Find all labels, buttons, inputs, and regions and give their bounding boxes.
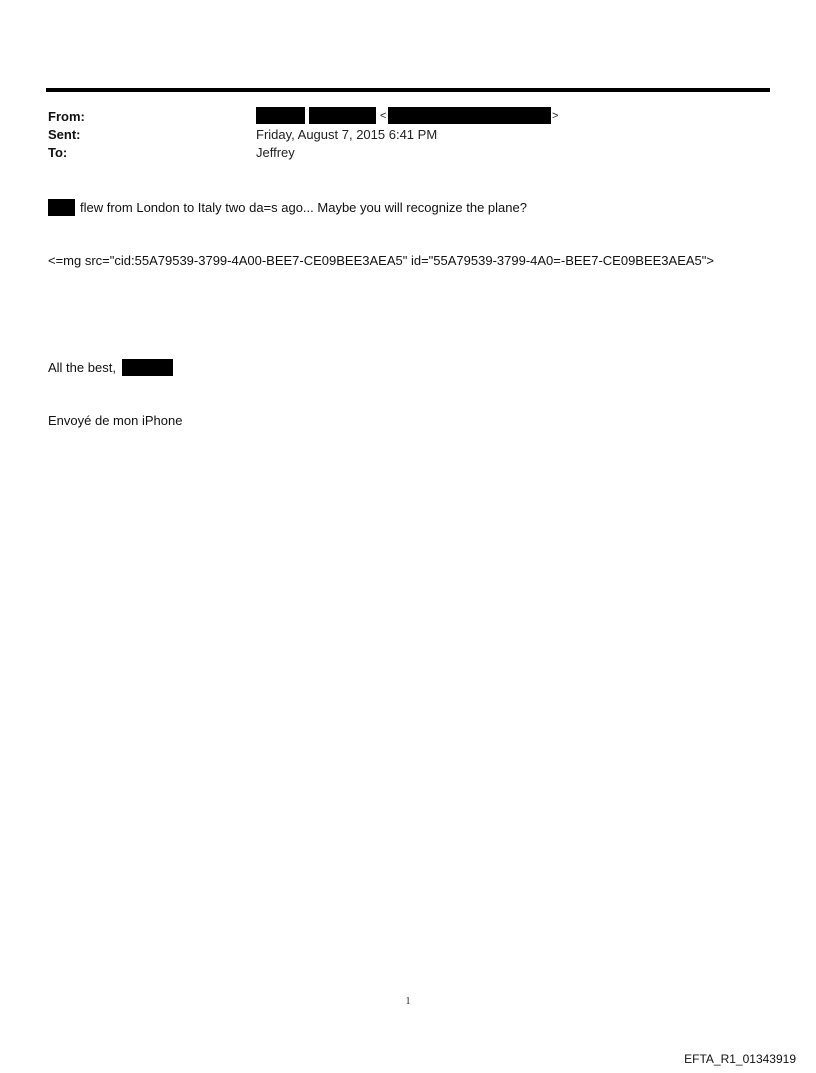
closing-text: All the best, bbox=[48, 360, 116, 375]
redacted-sender-last-name bbox=[309, 107, 376, 124]
to-label: To: bbox=[48, 145, 68, 160]
sent-label: Sent: bbox=[48, 127, 81, 142]
page-number: 1 bbox=[405, 996, 411, 1007]
bates-number: EFTA_R1_01343919 bbox=[684, 1052, 796, 1066]
mobile-signature: Envoyé de mon iPhone bbox=[48, 413, 183, 428]
image-tag-text: <=mg src="cid:55A79539-3799-4A00-BEE7-CE09BEE3AEA5" id="55A79539-3799-4A0=-BEE7-CE09BEE3AEA5"> bbox=[48, 253, 714, 268]
header-divider-rule bbox=[46, 88, 770, 92]
redacted-signer-name bbox=[122, 359, 173, 376]
redacted-subject-name bbox=[48, 199, 75, 216]
from-open-bracket: < bbox=[380, 110, 387, 122]
from-close-bracket: > bbox=[552, 110, 559, 122]
to-value: Jeffrey bbox=[256, 145, 295, 160]
redacted-sender-email bbox=[388, 107, 551, 124]
from-label: From: bbox=[48, 109, 85, 124]
message-line-1: flew from London to Italy two da=s ago... Maybe you will recognize the plane? bbox=[80, 200, 527, 215]
redacted-sender-first-name bbox=[256, 107, 305, 124]
sent-value: Friday, August 7, 2015 6:41 PM bbox=[256, 127, 438, 142]
